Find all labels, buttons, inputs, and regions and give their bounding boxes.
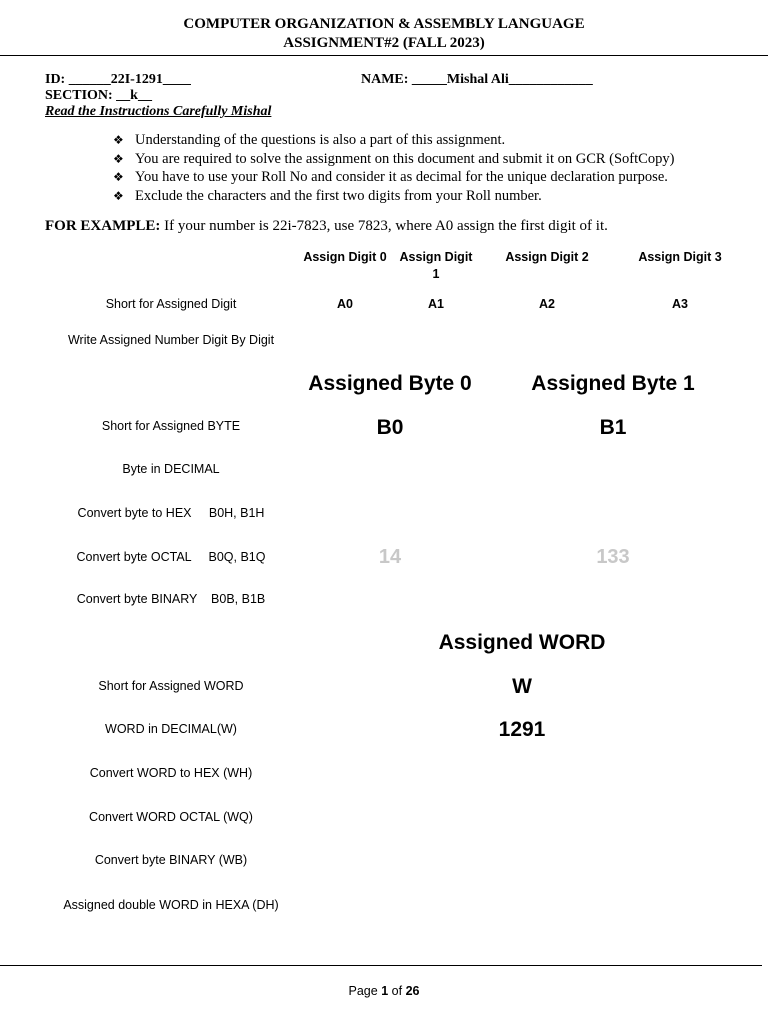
w-label: W (512, 675, 532, 698)
diamond-bullet-icon: ❖ (113, 151, 124, 166)
short-a2: A2 (539, 297, 555, 311)
word-octal-label: Convert WORD OCTAL (WQ) (89, 810, 253, 824)
course-title: COMPUTER ORGANIZATION & ASSEMBLY LANGUAGE (183, 16, 585, 32)
short-assigned-byte-label: Short for Assigned BYTE (101, 419, 241, 433)
word-binary-label: Convert byte BINARY (WB) (94, 853, 248, 867)
header-assign-digit-0: Assign Digit 0 (303, 250, 387, 264)
student-section: SECTION: __k__ (45, 88, 152, 103)
diamond-bullet-icon: ❖ (113, 170, 124, 184)
page-total: 26 (405, 984, 420, 998)
word-hex-label: Convert WORD to HEX (WH) (89, 766, 253, 780)
assignment-title: ASSIGNMENT#2 (FALL 2023) (283, 35, 485, 51)
example-text: If your number is 22i-7823, use 7823, where A0 assign the first digit of it. (160, 218, 608, 234)
instructions-list (113, 131, 674, 205)
page-number: 1 (381, 984, 389, 998)
example-paragraph (45, 218, 608, 235)
instruction-item: ❖ You are required to solve the assignment on this document and submit it on GCR (SoftCopy) (113, 150, 675, 167)
short-assigned-word-label: Short for Assigned WORD (98, 679, 244, 693)
short-a3: A3 (672, 297, 688, 311)
header-assign-digit-2: Assign Digit 2 (505, 250, 589, 264)
header-rule (0, 55, 768, 56)
header-assign-digit-1: Assign Digit 1 (399, 250, 473, 281)
footer-rule (0, 965, 762, 966)
word-decimal-label: WORD in DECIMAL(W) (105, 722, 237, 736)
of-word: of (391, 984, 403, 998)
instruction-item: ❖ Exclude the characters and the first two digits from your Roll number. (113, 187, 542, 204)
b1-label: B1 (599, 416, 627, 439)
diamond-bullet-icon: ❖ (113, 188, 124, 203)
byte-octal-label: Convert byte OCTAL B0Q, B1Q (76, 550, 266, 564)
short-a0: A0 (337, 297, 353, 311)
assigned-word-title: Assigned WORD (438, 631, 606, 654)
short-assigned-digit-label: Short for Assigned Digit (105, 297, 237, 311)
short-a1: A1 (428, 297, 444, 311)
b0-label: B0 (376, 416, 404, 439)
b1-octal-value: 133 (596, 546, 630, 568)
header-assign-digit-3: Assign Digit 3 (638, 250, 722, 264)
dword-hex-label: Assigned double WORD in HEXA (DH) (63, 898, 279, 912)
diamond-bullet-icon: ❖ (113, 133, 124, 147)
word-decimal-value: 1291 (498, 718, 546, 741)
byte-binary-label: Convert byte BINARY B0B, B1B (76, 592, 266, 606)
instruction-item: ❖ Understanding of the questions is also a part of this assignment. (113, 132, 506, 148)
instruction-item: ❖ You have to use your Roll No and consider it as decimal for the unique declaration purpose. (113, 169, 668, 185)
student-id: ID: ______22I-1291____ (45, 72, 191, 87)
assigned-byte-1-title: Assigned Byte 1 (531, 372, 695, 395)
page-word: Page (348, 984, 378, 998)
byte-hex-label: Convert byte to HEX B0H, B1H (77, 506, 265, 520)
read-instructions-note: Read the Instructions Carefully Mishal (45, 104, 272, 119)
write-digits-label: Write Assigned Number Digit By Digit (67, 333, 275, 347)
student-name: NAME: _____Mishal Ali____________ (361, 72, 593, 87)
assigned-byte-0-title: Assigned Byte 0 (308, 372, 472, 395)
example-lead: FOR EXAMPLE: (45, 218, 161, 234)
document-title (0, 15, 768, 53)
byte-decimal-label: Byte in DECIMAL (122, 462, 220, 476)
b0-octal-value: 14 (378, 546, 402, 568)
page-footer (0, 984, 768, 998)
